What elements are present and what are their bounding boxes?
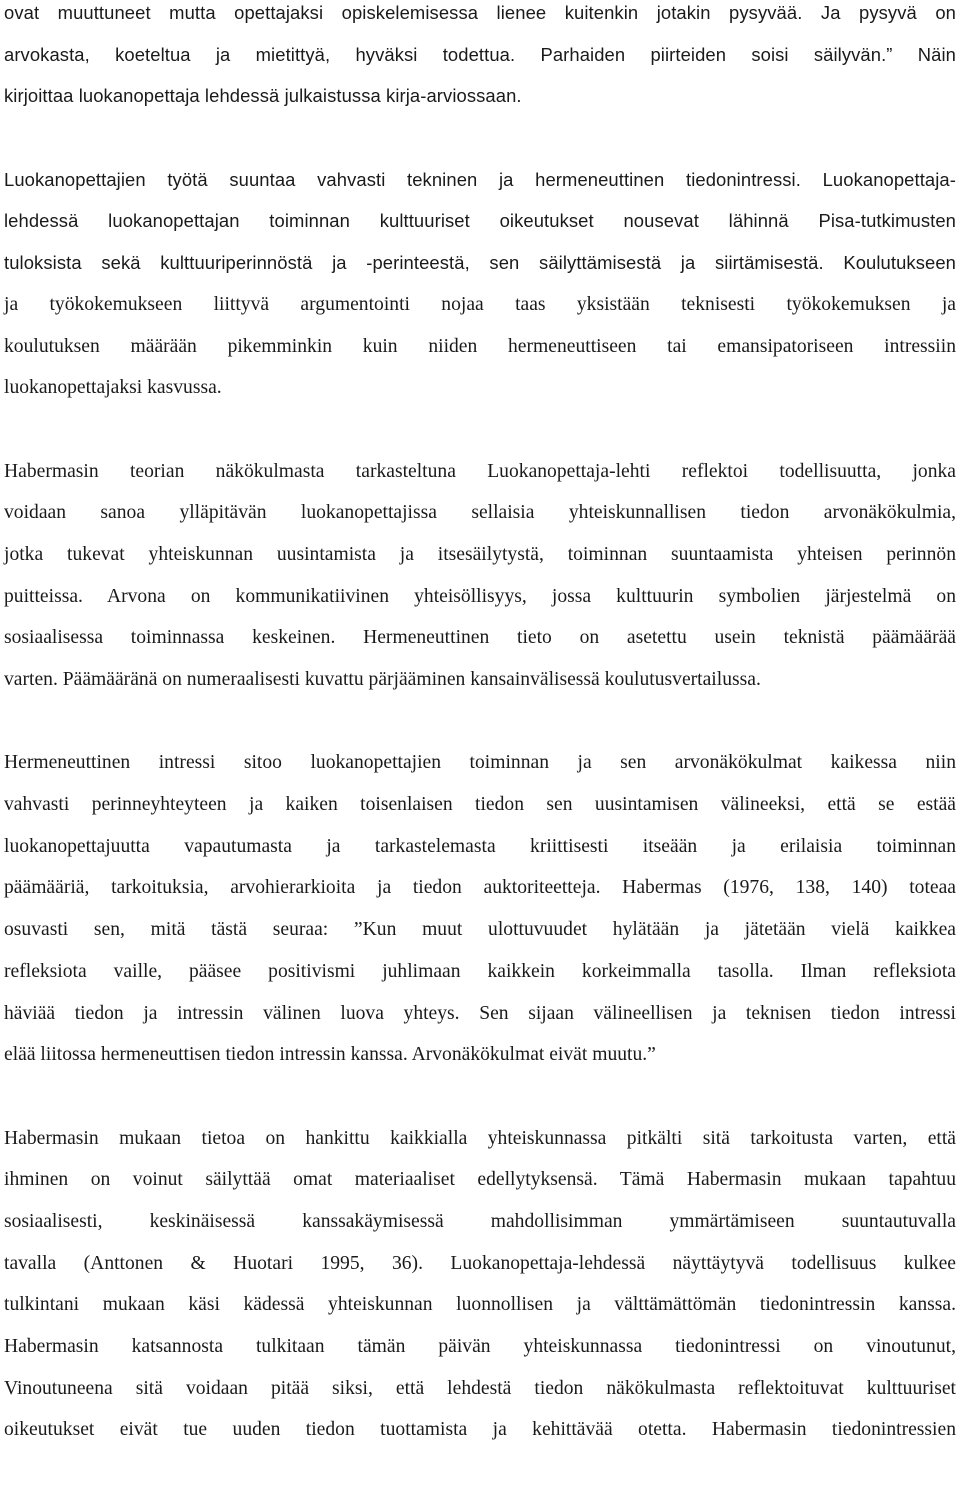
text-line: Vinoutuneena sitä voidaan pitää siksi, että lehdestä tiedon näkökulmasta reflektoituvat kulttuuriset <box>4 1377 956 1399</box>
text-line: Habermasin teorian näkökulmasta tarkasteltuna Luokanopettaja-lehti reflektoi todellisuutta, jonka <box>4 460 956 482</box>
text-line: tuloksista sekä kulttuuriperinnöstä ja -perinteestä, sen säilyttämisestä ja siirtämisestä. Koulutukseen <box>4 252 956 274</box>
text-line: ovat muuttuneet mutta opettajaksi opiskelemisessa lienee kuitenkin jotakin pysyvää. Ja pysyvä on <box>4 2 956 23</box>
text-line: Hermeneuttinen intressi sitoo luokanopettajien toiminnan ja sen arvonäkökulmat kaikessa niin <box>4 752 956 774</box>
text-line: elää liitossa hermeneuttisen tiedon intressin kanssa. Arvonäkökulmat eivät muutu.” <box>4 1044 656 1066</box>
text-line: luokanopettajaksi kasvussa. <box>4 377 222 399</box>
text-line: ihminen on voinut säilyttää omat materiaaliset edellytyksensä. Tämä Habermasin mukaan tapahtuu <box>4 1169 956 1191</box>
paragraph-1 <box>4 0 956 117</box>
text-line: Luokanopettajien työtä suuntaa vahvasti tekninen ja hermeneuttinen tiedonintressi. Luokanopettaja- <box>4 168 956 190</box>
paragraph-4 <box>4 742 956 1076</box>
text-line: sosiaalisessa toiminnassa keskeinen. Hermeneuttinen tieto on asetettu usein teknistä päämäärää <box>4 627 956 649</box>
paragraph-5 <box>4 1118 956 1452</box>
text-line: sosiaalisesti, keskinäisessä kanssakäymisessä mahdollisimman ymmärtämiseen suuntautuvalla <box>4 1210 956 1232</box>
text-line: varten. Päämääränä on numeraalisesti kuvattu pärjääminen kansainvälisessä koulutusvertailussa. <box>4 669 761 690</box>
text-line: voidaan sanoa ylläpitävän luokanopettajissa sellaisia yhteiskunnallisen tiedon arvonäkökulmia, <box>4 502 956 524</box>
text-line: Habermasin mukaan tietoa on hankittu kaikkialla yhteiskunnassa pitkälti sitä tarkoitusta varten, että <box>4 1127 956 1149</box>
text-line: refleksiota vaille, pääsee positivismi juhlimaan kaikkein korkeimmalla tasolla. Ilman refleksiota <box>4 960 956 982</box>
text-line: osuvasti sen, mitä tästä seuraa: ”Kun muut ulottuvuudet hylätään ja jätetään vielä kaikkea <box>4 919 956 941</box>
text-line: ja työkokemukseen liittyvä argumentointi nojaa taas yksistään teknisesti työkokemuksen ja <box>4 293 956 315</box>
text-line: tulkintani mukaan käsi kädessä yhteiskunnan luonnollisen ja välttämättömän tiedonintressin kanssa. <box>4 1294 956 1316</box>
text-line: vahvasti perinneyhteyteen ja kaiken toisenlaisen tiedon sen uusintamisen välineeksi, että se estää <box>4 794 956 816</box>
text-line: puitteissa. Arvona on kommunikatiivinen yhteisöllisyys, jossa kulttuurin symbolien järjestelmä on <box>4 585 956 607</box>
text-line: oikeutukset eivät tue uuden tiedon tuottamista ja kehittävää otetta. Habermasin tiedonintressien <box>4 1419 956 1441</box>
paragraph-2 <box>4 159 956 409</box>
text-line: koulutuksen määrään pikemminkin kuin niiden hermeneuttiseen tai emansipatoriseen intressiin <box>4 335 956 357</box>
text-line: arvokasta, koeteltua ja mietittyä, hyväksi todettua. Parhaiden piirteiden soisi säilyvän.” Näin <box>4 43 956 65</box>
text-line: tavalla (Anttonen & Huotari 1995, 36). Luokanopettaja-lehdessä näyttäytyvä todellisuus kulkee <box>4 1252 956 1274</box>
text-line: häviää tiedon ja intressin välinen luova yhteys. Sen sijaan välineellisen ja teknisen tiedon intressi <box>4 1002 956 1024</box>
text-line: lehdessä luokanopettajan toiminnan kulttuuriset oikeutukset nousevat lähinnä Pisa-tutkimusten <box>4 210 956 232</box>
paragraph-3 <box>4 451 956 701</box>
document-page <box>4 0 956 1493</box>
text-line: päämääriä, tarkoituksia, arvohierarkioita ja tiedon auktoriteetteja. Habermas (1976, 138, 140) toteaa <box>4 877 956 899</box>
text-line: kirjoittaa luokanopettaja lehdessä julkaistussa kirja-arviossaan. <box>4 85 522 107</box>
text-line: luokanopettajuutta vapautumasta ja tarkastelemasta kriittisesti itseään ja erilaisia toiminnan <box>4 835 956 857</box>
text-line: jotka tukevat yhteiskunnan uusintamista ja itsesäilytystä, toiminnan suuntaamista yhteisen perinnön <box>4 543 956 565</box>
text-line: Habermasin katsannosta tulkitaan tämän päivän yhteiskunnassa tiedonintressi on vinoutunut, <box>4 1336 956 1357</box>
